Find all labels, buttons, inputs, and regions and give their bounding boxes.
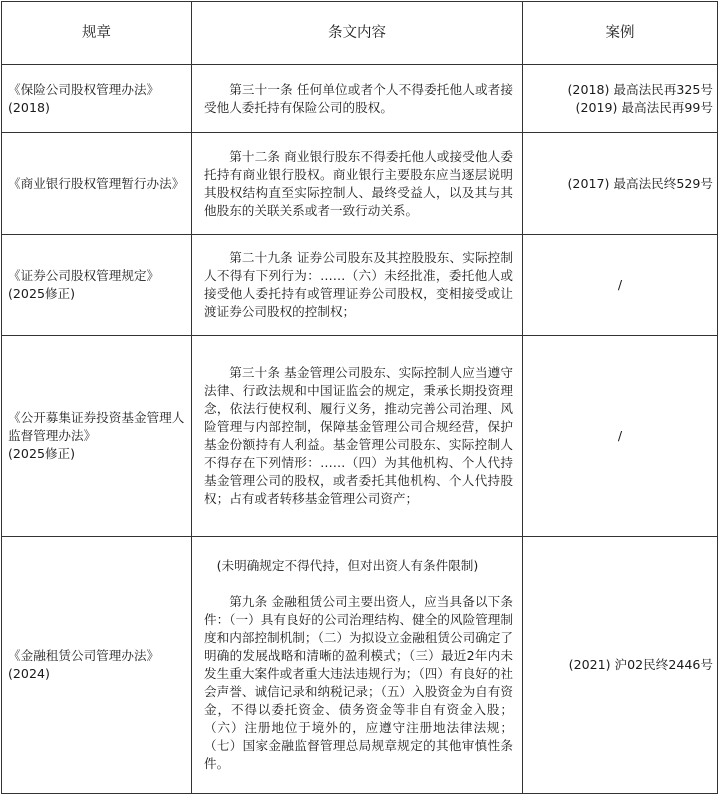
content-cell [192,133,523,235]
case-number: (2021) 沪02民终2446号 [568,657,713,672]
regulation-cell [2,336,192,537]
regulation-cell [2,537,192,794]
content-cell [192,537,523,794]
cases-cell [523,336,718,537]
content-cell [192,336,523,537]
content-cell [192,65,523,133]
cases-cell [523,537,718,794]
case-number: (2019) 最高法民再99号 [575,99,713,115]
regulation-name: 《金融租赁公司管理办法》 [8,648,160,663]
table-row [2,336,718,537]
header-content: 条文内容 [192,2,523,65]
regulation-name: 《公开募集证券投资基金管理人监督管理办法》 [8,410,185,443]
regulation-year: (2025修正) [8,286,76,301]
regulation-cell [2,65,192,133]
regulation-year: (2024) [8,666,50,681]
regulation-name: 《保险公司股权管理办法》 [8,81,160,97]
article-text: 第九条 金融租赁公司主要出资人，应当具备以下条件：（一）具有良好的公司治理结构、健全的风险管理制度和内部控制机制；（二）为拟设立金融租赁公司确定了明确的发展战略和清晰的盈利模式；（三）最近2年内未发生重大案件或者重大违法违规行为；（四）有良好的社会声誉、诚信记录和纳税记录；（五）入股资金为自有资金，不得以委托资金、债务资金等非自有资金入股；（六）注册地位于境外的，应遵守注册地法律法规；（七）国家金融监督管理总局规章规定的其他审慎性条件。 [204,594,513,771]
cases-cell [523,65,718,133]
cases-cell [523,133,718,235]
case-number: (2018) 最高法民再325号 [567,81,713,97]
regulation-cell [2,133,192,235]
article-note: (未明确规定不得代持，但对出资人有条件限制) [216,558,479,573]
article-text: 第三十条 基金管理公司股东、实际控制人应当遵守法律、行政法规和中国证监会的规定，秉承长期投资理念，依法行使权利、履行义务，推动完善公司治理、风险管理与内部控制，保障基金管理公司合规经营，保护基金份额持有人利益。基金管理公司股东、实际控制人不得存在下列情形：……（四）为其他机构、个人代持基金管理公司的股权，或者委托其他机构、个人代持股权；占有或者转移基金管理公司资产； [204,365,513,506]
case-number: (2017) 最高法民终529号 [567,175,713,191]
table-row [2,537,718,794]
regulation-name: 《商业银行股权管理暂行办法》 [8,175,185,191]
cases-cell [523,235,718,336]
regulation-name: 《证券公司股权管理规定》 [8,268,160,283]
header-regulation: 规章 [2,2,192,65]
regulation-year: (2025修正) [8,446,76,461]
header-row [2,2,718,65]
regulation-cell [2,235,192,336]
case-number: / [617,428,623,443]
article-text: 第三十一条 任何单位或者个人不得委托他人或者接受他人委托持有保险公司的股权。 [204,81,513,115]
header-cases: 案例 [523,2,718,65]
table-row [2,65,718,133]
regulation-table [1,1,718,794]
table-row [2,235,718,336]
table-row [2,133,718,235]
regulation-year: (2018) [8,99,50,115]
content-cell [192,235,523,336]
article-text: 第十二条 商业银行股东不得委托他人或接受他人委托持有商业银行股权。商业银行主要股东应当逐层说明其股权结构直至实际控制人、最终受益人，以及其与其他股东的关联关系或者一致行动关系。 [204,148,513,218]
article-text: 第二十九条 证券公司股东及其控股股东、实际控制人不得有下列行为：……（六）未经批准，委托他人或接受他人委托持有或管理证券公司股权，变相接受或让渡证券公司股权的控制权； [204,250,513,319]
case-number: / [617,277,623,292]
